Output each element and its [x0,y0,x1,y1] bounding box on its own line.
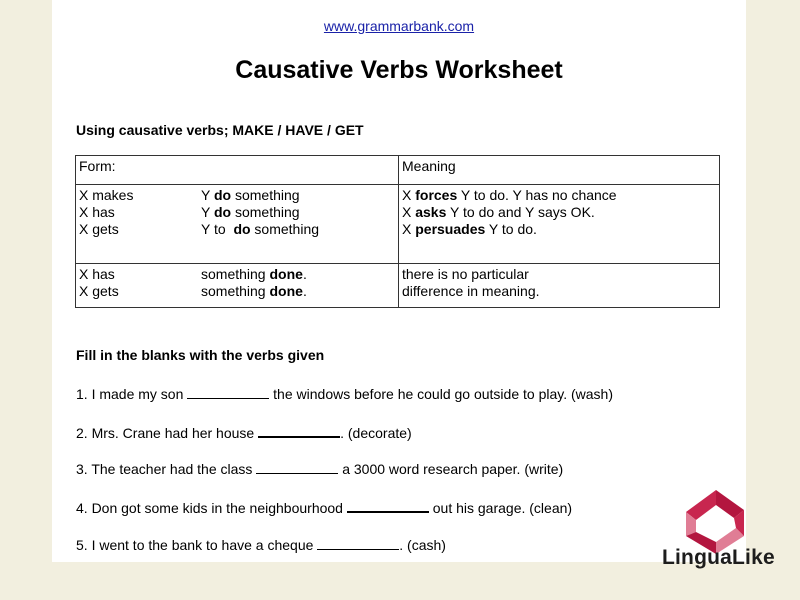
answer-blank[interactable] [347,498,429,513]
exercise-item: 1. I made my son the windows before he could go outside to play. (wash) [76,386,613,402]
form-pattern: something done. [201,266,307,282]
form-subject: X gets [79,221,119,237]
meaning-line: difference in meaning. [402,283,540,299]
answer-blank[interactable] [258,423,340,438]
answer-blank[interactable] [317,536,399,550]
section-subtitle: Using causative verbs; MAKE / HAVE / GET [76,122,364,138]
form-pattern: Y to do something [201,221,320,237]
meaning-cell [399,264,720,308]
form-line [79,266,395,283]
form-cell [76,264,399,308]
site-link[interactable]: www.grammarbank.com [323,18,475,34]
form-pattern: Y do something [201,204,300,220]
exercise-item: 2. Mrs. Crane had her house . (decorate) [76,425,412,441]
form-pattern: Y do something [201,187,300,203]
table-row [76,185,720,264]
form-line [79,204,395,221]
form-subject: X has [79,204,115,220]
form-subject: X gets [79,283,119,299]
meaning-line: there is no particular [402,266,529,282]
worksheet-page [52,0,746,562]
meaning-line: X asks Y to do and Y says OK. [402,204,595,220]
table-row [76,264,720,308]
form-line [79,187,395,204]
form-subject: X makes [79,187,134,203]
table-header-row [76,156,720,185]
form-subject: X has [79,266,115,282]
causative-table [75,155,720,308]
exercise-item: 3. The teacher had the class a 3000 word research paper. (write) [76,461,564,477]
exercise-item: 5. I went to the bank to have a cheque . (cash) [76,537,446,553]
exercise-item: 4. Don got some kids in the neighbourhood out his garage. (clean) [76,500,573,516]
form-line [79,221,395,238]
answer-blank[interactable] [256,460,338,474]
answer-blank[interactable] [187,385,269,399]
meaning-line: X persuades Y to do. [402,221,537,237]
meaning-cell [399,185,720,264]
exercise-heading: Fill in the blanks with the verbs given [76,347,325,363]
form-pattern: something done. [201,283,307,299]
form-header: Form: [76,156,399,185]
brand-name: LinguaLike [662,546,775,569]
form-line [79,283,395,300]
meaning-header: Meaning [399,156,720,185]
page-title: Causative Verbs Worksheet [235,56,563,84]
form-cell [76,185,399,264]
meaning-line: X forces Y to do. Y has no chance [402,187,617,203]
